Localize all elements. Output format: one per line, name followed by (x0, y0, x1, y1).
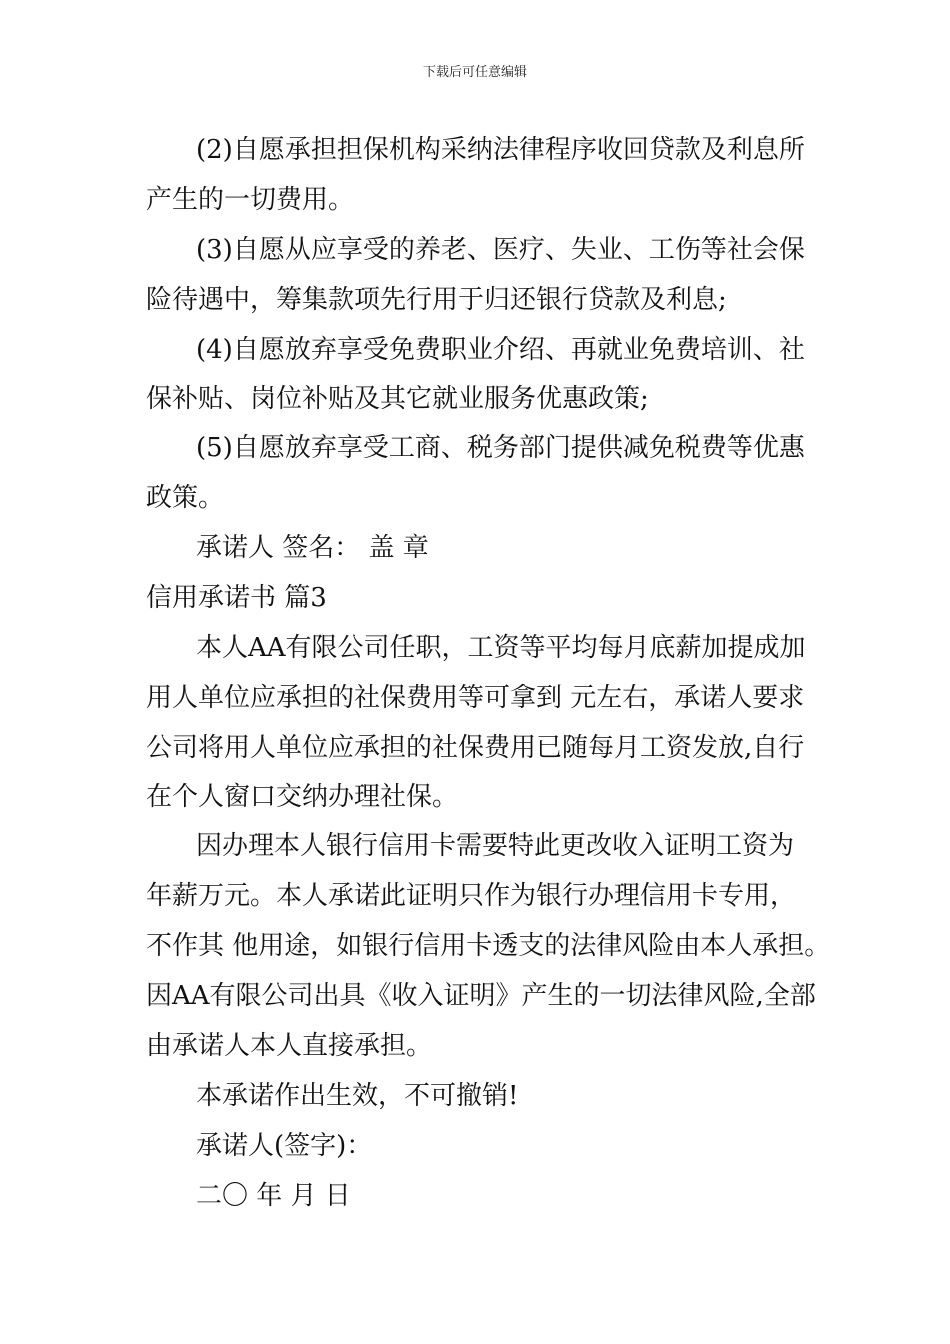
signature-line: 承诺人 签名： 盖 章 (196, 533, 429, 563)
clause-2-line-1: (2)自愿承担担保机构采纳法律程序收回贷款及利息所 (196, 135, 805, 165)
signer-line: 承诺人(签字)： (196, 1131, 373, 1161)
paragraph-1-line-1: 本人AA有限公司任职，工资等平均每月底薪加提成加 (196, 633, 806, 663)
paragraph-1-line-3: 公司将用人单位应承担的社保费用已随每月工资发放,自行 (146, 733, 805, 763)
effective-statement: 本承诺作出生效，不可撤销! (196, 1081, 519, 1111)
paragraph-2-line-4: 因AA有限公司出具《收入证明》产生的一切法律风险,全部 (146, 981, 816, 1011)
clause-3-line-2: 险待遇中，筹集款项先行用于归还银行贷款及利息; (146, 285, 727, 315)
paragraph-2-line-2: 年薪万元。本人承诺此证明只作为银行办理信用卡专用， (146, 881, 797, 911)
clause-4-line-2: 保补贴、岗位补贴及其它就业服务优惠政策; (146, 384, 649, 414)
paragraph-2-line-5: 由承诺人本人直接承担。 (146, 1031, 433, 1061)
paragraph-1-line-2: 用人单位应承担的社保费用等可拿到 元左右，承诺人要求 (146, 683, 805, 713)
clause-4-line-1: (4)自愿放弃享受免费职业介绍、再就业免费培训、社 (196, 335, 805, 365)
paragraph-2-line-3: 不作其 他用途，如银行信用卡透支的法律风险由本人承担。 (146, 931, 831, 961)
section-title: 信用承诺书 篇3 (146, 583, 327, 613)
date-line: 二〇 年 月 日 (196, 1181, 351, 1211)
clause-2-line-2: 产生的一切费用。 (146, 185, 355, 215)
clause-5-line-1: (5)自愿放弃享受工商、税务部门提供减免税费等优惠 (196, 433, 805, 463)
clause-5-line-2: 政策。 (146, 483, 225, 513)
clause-3-line-1: (3)自愿从应享受的养老、医疗、失业、工伤等社会保 (196, 235, 805, 265)
page-header: 下载后可任意编辑 (422, 65, 527, 80)
paragraph-2-line-1: 因办理本人银行信用卡需要特此更改收入证明工资为 (196, 831, 795, 861)
paragraph-1-line-4: 在个人窗口交纳办理社保。 (146, 782, 459, 812)
